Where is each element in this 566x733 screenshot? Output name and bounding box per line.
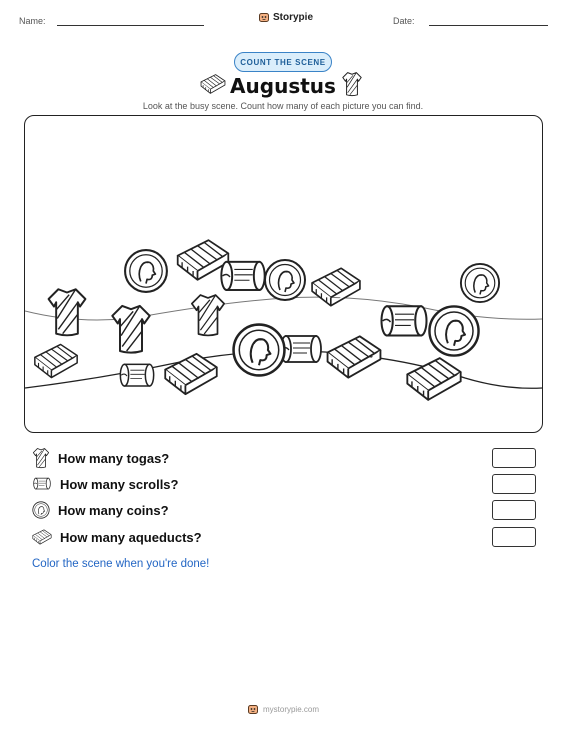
name-label: Name: [19, 16, 46, 26]
page-title: Augustus [230, 74, 336, 98]
question-row-scrolls [32, 473, 536, 495]
question-text: How many togas? [58, 450, 170, 466]
footer-url[interactable]: mystorypie.com [262, 704, 319, 714]
toga-icon [192, 295, 224, 335]
aqueduct-icon [312, 268, 360, 305]
answer-box-coins[interactable] [492, 500, 536, 520]
aqueduct-icon [328, 336, 381, 377]
coin-icon [429, 306, 478, 355]
aqueduct-icon [32, 528, 52, 546]
question-row-aqueducts [32, 526, 536, 548]
storypie-logo-icon [247, 703, 259, 715]
question-row-togas [32, 447, 536, 469]
instructions: Look at the busy scene. Count how many of each picture you can find. [142, 101, 424, 111]
coin-icon [265, 260, 305, 300]
toga-icon [112, 306, 149, 353]
scroll-icon [382, 306, 427, 335]
answer-box-scrolls[interactable] [492, 474, 536, 494]
scene-illustration [25, 116, 542, 432]
question-text: How many aqueducts? [60, 529, 202, 545]
scroll-icon [32, 475, 52, 493]
answer-box-aqueducts[interactable] [492, 527, 536, 547]
toga-icon [341, 71, 363, 97]
count-scene [24, 115, 543, 433]
date-label: Date: [393, 16, 415, 26]
question-row-coins [32, 499, 536, 521]
coin-icon [234, 325, 285, 376]
answer-box-togas[interactable] [492, 448, 536, 468]
scroll-icon [120, 364, 153, 386]
aqueduct-icon [35, 344, 77, 377]
coin-icon [32, 501, 50, 519]
toga-icon [49, 289, 86, 335]
section-badge: COUNT THE SCENE [234, 52, 332, 72]
coin-icon [461, 264, 499, 302]
brand-name: Storypie [273, 11, 314, 23]
question-text: How many scrolls? [60, 476, 179, 492]
date-line[interactable] [429, 25, 548, 26]
storypie-logo-icon [258, 11, 270, 23]
question-text: How many coins? [58, 502, 169, 518]
scroll-icon [221, 262, 264, 290]
coloring-note: Color the scene when you're done! [32, 558, 210, 570]
name-line[interactable] [57, 25, 204, 26]
toga-icon [32, 447, 50, 469]
footer [0, 703, 566, 715]
coin-icon [125, 250, 167, 292]
brand-logo [258, 11, 313, 23]
aqueduct-icon [165, 354, 217, 394]
scroll-icon [281, 336, 321, 362]
